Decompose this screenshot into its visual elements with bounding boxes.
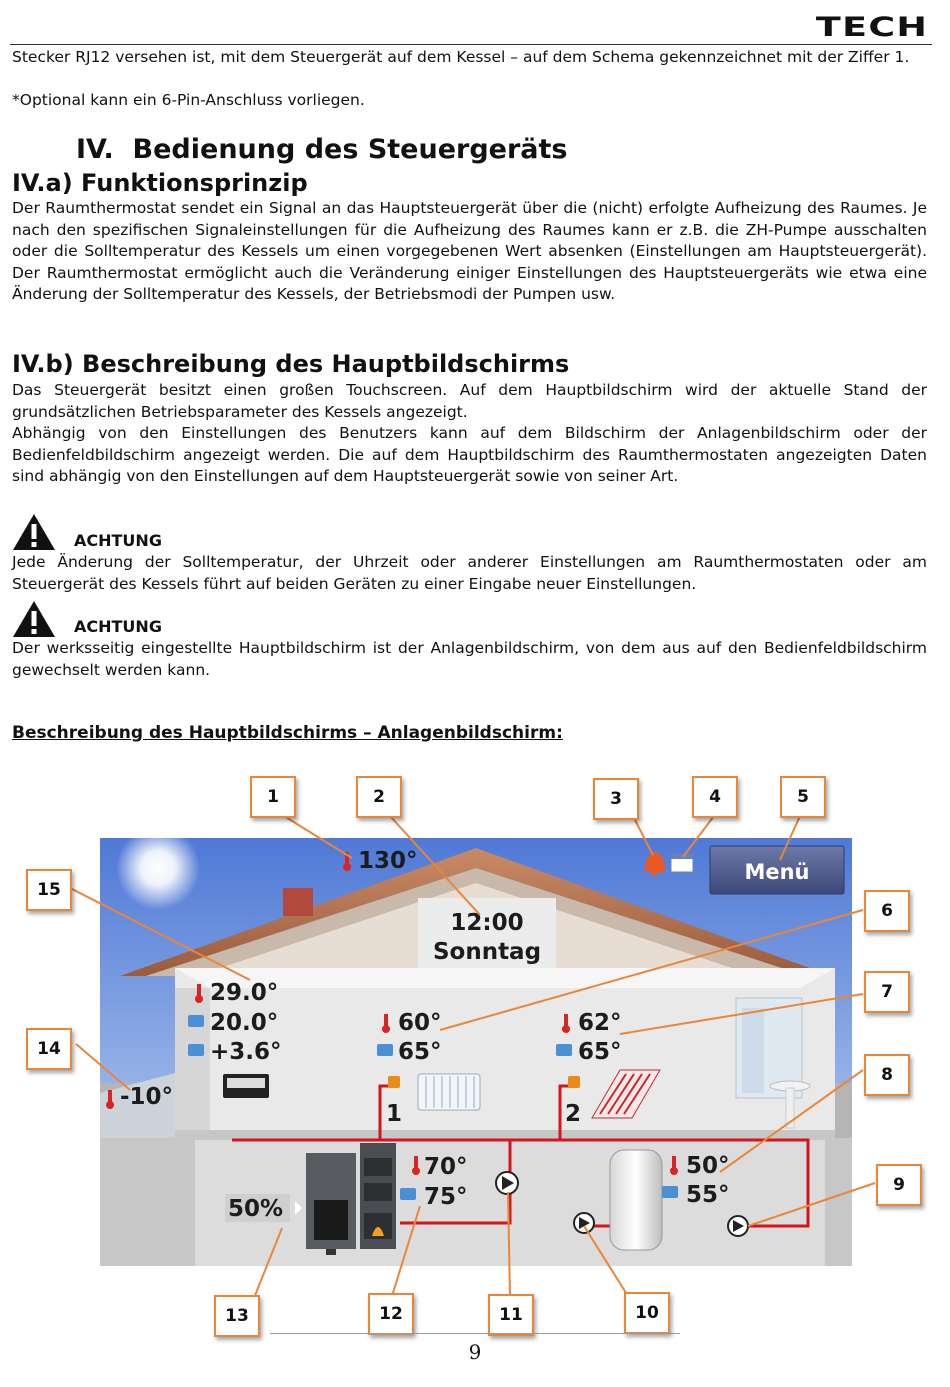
circuit1-temperature: 60°	[398, 1010, 442, 1036]
callout-2: 2	[356, 776, 402, 818]
clock-time: 12:00	[450, 910, 524, 936]
subsection-a-title: IV.a) Funktionsprinzip	[12, 169, 308, 197]
callout-4: 4	[692, 776, 738, 818]
water-tank	[610, 1150, 662, 1250]
callout-11: 11	[488, 1294, 534, 1336]
tech-logo: TECH	[815, 12, 928, 43]
boiler-temperature: 70°	[424, 1154, 468, 1180]
section-title: Bedienung des Steuergeräts	[132, 134, 568, 165]
callout-12: 12	[368, 1293, 414, 1335]
pump	[574, 1213, 594, 1233]
callout-6: 6	[864, 890, 910, 932]
warning-icon	[12, 513, 56, 551]
room-thermostat-device	[223, 1074, 269, 1098]
circuit2-setpoint: 65°	[578, 1039, 622, 1065]
room-setpoint: 20.0°	[210, 1010, 279, 1036]
radiator	[418, 1074, 480, 1110]
room-delta: +3.6°	[210, 1039, 282, 1065]
callout-10: 10	[624, 1292, 670, 1334]
callout-9: 9	[876, 1164, 922, 1206]
callout-13: 13	[214, 1295, 260, 1337]
callout-3: 3	[593, 778, 639, 820]
callout-15: 15	[26, 869, 72, 911]
circuit2-label: 2	[565, 1101, 582, 1127]
calendar-icon	[671, 854, 693, 872]
callout-1: 1	[250, 776, 296, 818]
menu-button-label[interactable]: Menü	[744, 860, 810, 884]
boiler-setpoint: 75°	[424, 1184, 468, 1210]
figure-caption: Beschreibung des Hauptbildschirms – Anlagenbildschirm:	[12, 723, 563, 743]
callout-7: 7	[864, 971, 910, 1013]
warning-text: Jede Änderung der Solltemperatur, der Uhrzeit oder anderer Einstellungen am Raumthermostaten oder am Steuergerät des Kessels führt auf beiden Geräten zu einer Eingabe neuer Einstellungen.	[12, 553, 927, 593]
pump	[496, 1172, 518, 1194]
warning-icon	[12, 600, 56, 638]
section-number: IV.	[76, 134, 114, 165]
footer-rule	[270, 1333, 680, 1334]
warning-label: ACHTUNG	[74, 617, 162, 636]
circuit1-label: 1	[386, 1101, 403, 1127]
intro-note: *Optional kann ein 6-Pin-Anschluss vorliegen.	[12, 91, 365, 109]
outside-temperature: -10°	[120, 1084, 174, 1110]
pump	[728, 1216, 748, 1236]
tank-setpoint: 55°	[686, 1182, 730, 1208]
intro-paragraph: Stecker RJ12 versehen ist, mit dem Steuergerät auf dem Kessel – auf dem Schema gekennzeichnet mit der Ziffer 1.	[12, 48, 910, 66]
controller-screen	[100, 838, 852, 1266]
callout-14: 14	[26, 1028, 72, 1070]
circuit2-temperature: 62°	[578, 1010, 622, 1036]
chimney	[283, 888, 313, 916]
circuit1-setpoint: 65°	[398, 1039, 442, 1065]
callout-5: 5	[780, 776, 826, 818]
tank-temperature: 50°	[686, 1153, 730, 1179]
subsection-b-text2: Abhängig von den Einstellungen des Benutzers kann auf dem Bildschirm der Anlagenbildschirm oder der Bedienfeldbildschirm angezeigt werden. Die auf dem Hauptbildschirm des Raumthermostaten angezeigten Daten sind abhängig von den Einstellungen auf dem Hauptsteuergerät sowie von seiner Art.	[12, 424, 927, 486]
header-rule	[10, 44, 932, 45]
subsection-b-title: IV.b) Beschreibung des Hauptbildschirms	[12, 350, 570, 378]
room-temperature: 29.0°	[210, 980, 279, 1006]
page-number: 9	[468, 1340, 482, 1364]
subsection-b-text1: Das Steuergerät besitzt einen großen Touchscreen. Auf dem Hauptbildschirm wird der aktuelle Stand der grundsätzlichen Betriebsparameter des Kessels angezeigt.	[12, 381, 927, 421]
callout-8: 8	[864, 1054, 910, 1096]
fuel-level: 50%	[228, 1196, 284, 1222]
subsection-a-text: Der Raumthermostat sendet ein Signal an das Hauptsteuergerät über die (nicht) erfolgte Aufheizung des Raumes. Je nach den spezifischen Signaleinstellungen für die Aufheizung des Raumes kann er z.B. die ZH-Pumpe ausschalten oder die Solltemperatur des Kessels um einen vorgegebenen Wert absenken (Einstellungen am Hauptsteuergerät). Der Raumthermostat ermöglicht auch die Veränderung einiger Einstellungen des Hauptsteuergeräts wie etwa eine Änderung der Solltemperatur des Kessels, der Betriebsmodi der Pumpen usw.	[12, 199, 927, 304]
boiler	[306, 1143, 396, 1255]
section-heading	[76, 134, 567, 165]
clock-day: Sonntag	[432, 939, 542, 965]
warning-label: ACHTUNG	[74, 531, 162, 550]
warning-text: Der werksseitig eingestellte Hauptbildschirm ist der Anlagenbildschirm, von dem aus auf den Bedienfeldbildschirm gewechselt werden kann.	[12, 639, 927, 679]
top-temperature: 130°	[358, 848, 418, 874]
